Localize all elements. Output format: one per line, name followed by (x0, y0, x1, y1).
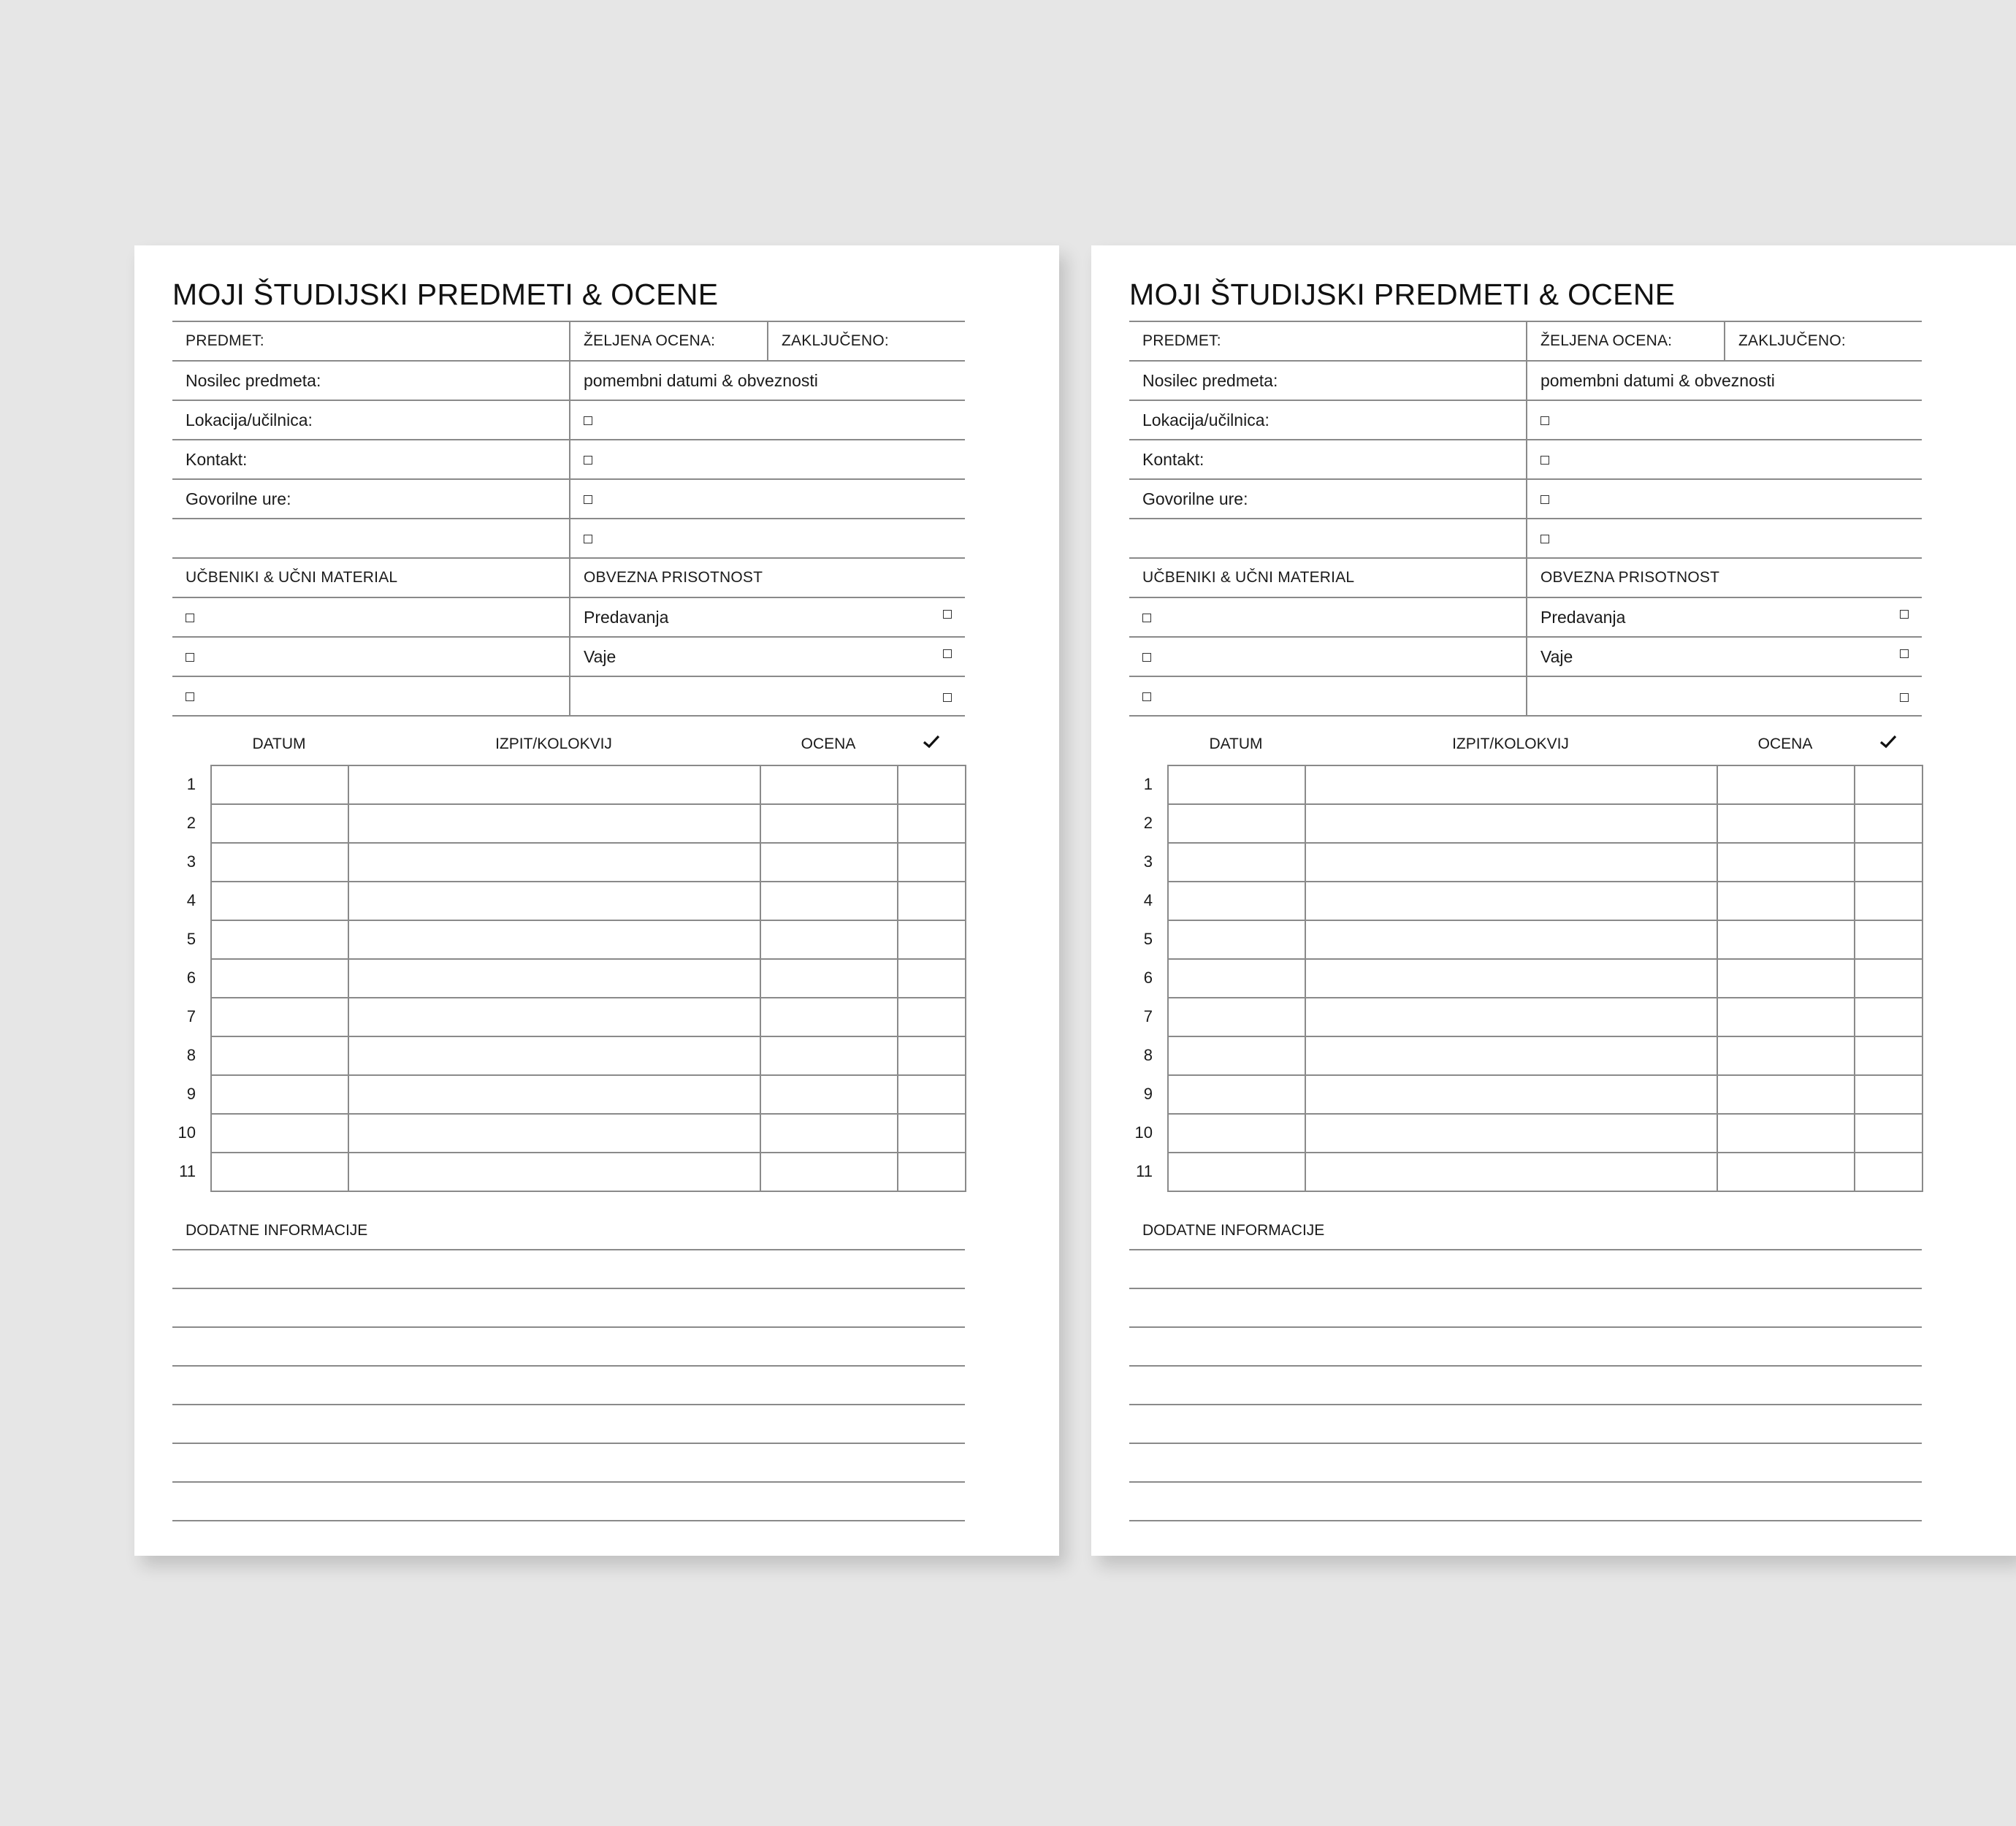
row-number: 5 (186, 930, 196, 948)
exam-cell[interactable] (1305, 843, 1717, 882)
grade-cell[interactable] (1717, 882, 1855, 920)
planner-sheet (134, 245, 1059, 1556)
date-cell[interactable] (211, 920, 348, 959)
date-cell[interactable] (211, 882, 348, 920)
exam-cell[interactable] (1305, 804, 1717, 843)
page-title: MOJI ŠTUDIJSKI PREDMETI & OCENE (1129, 278, 1676, 311)
exam-grid (1167, 765, 1923, 1192)
note-line[interactable] (172, 1481, 965, 1520)
subject-field[interactable]: PREDMET: (172, 321, 570, 361)
exam-cell[interactable] (348, 998, 760, 1036)
checkbox-icon[interactable] (1142, 653, 1151, 662)
check-cell[interactable] (898, 1036, 966, 1075)
textbook-item[interactable] (1129, 597, 1527, 637)
row-number: 7 (1143, 1007, 1153, 1025)
contact-field[interactable]: Kontakt: (172, 440, 570, 479)
exam-row (211, 998, 966, 1036)
date-item[interactable] (1527, 400, 1922, 440)
check-cell[interactable] (898, 804, 966, 843)
row-number: 2 (1143, 814, 1153, 832)
note-line[interactable] (1129, 1520, 1922, 1521)
exam-cell[interactable] (348, 1036, 760, 1075)
row-number: 8 (1143, 1046, 1153, 1064)
grade-cell[interactable] (1717, 1075, 1855, 1114)
date-cell[interactable] (211, 959, 348, 998)
check-icon (1854, 734, 1922, 753)
check-cell[interactable] (1855, 765, 1923, 804)
note-line[interactable] (172, 1443, 965, 1481)
exam-cell[interactable] (1305, 920, 1717, 959)
date-cell[interactable] (211, 1075, 348, 1114)
exam-row (1168, 920, 1923, 959)
textbook-item[interactable] (1129, 637, 1527, 676)
notes-lines[interactable] (172, 1249, 965, 1521)
date-cell[interactable] (211, 765, 348, 804)
exam-cell[interactable] (348, 1153, 760, 1191)
check-cell[interactable] (898, 998, 966, 1036)
checkbox-icon[interactable] (1900, 693, 1909, 702)
checkbox-icon[interactable] (1540, 456, 1549, 465)
check-cell[interactable] (1855, 843, 1923, 882)
exam-cell[interactable] (1305, 1114, 1717, 1153)
exam-column-header: IZPIT/KOLOKVIJ (495, 736, 612, 752)
contact-field[interactable]: Kontakt: (1129, 440, 1527, 479)
grade-cell[interactable] (760, 1153, 898, 1191)
date-cell[interactable] (1168, 1114, 1305, 1153)
desired-grade-field[interactable]: ŽELJENA OCENA: (1527, 321, 1725, 361)
exam-row (1168, 1075, 1923, 1114)
check-icon (897, 734, 965, 753)
checkbox-icon[interactable] (1540, 495, 1549, 504)
checkbox-icon[interactable] (1540, 535, 1549, 543)
note-line[interactable] (1129, 1326, 1922, 1365)
office-hours-field[interactable]: Govorilne ure: (1129, 479, 1527, 519)
note-line[interactable] (172, 1365, 965, 1404)
row-number: 3 (186, 852, 196, 871)
note-line[interactable] (1129, 1288, 1922, 1326)
exam-row (1168, 959, 1923, 998)
grade-cell[interactable] (760, 804, 898, 843)
checkbox-icon[interactable] (943, 610, 952, 619)
check-cell[interactable] (898, 1075, 966, 1114)
date-cell[interactable] (1168, 882, 1305, 920)
note-line[interactable] (172, 1249, 965, 1288)
check-cell[interactable] (1855, 998, 1923, 1036)
exam-cell[interactable] (1305, 882, 1717, 920)
date-cell[interactable] (1168, 1075, 1305, 1114)
row-number: 6 (186, 969, 196, 987)
grade-cell[interactable] (760, 998, 898, 1036)
date-column-header: DATUM (252, 736, 306, 752)
note-line[interactable] (172, 1520, 965, 1521)
check-cell[interactable] (1855, 804, 1923, 843)
row-numbers (172, 765, 202, 1191)
note-line[interactable] (1129, 1404, 1922, 1443)
exam-row (1168, 1114, 1923, 1153)
textbook-item[interactable] (172, 597, 570, 637)
notes-lines[interactable] (1129, 1249, 1922, 1521)
check-cell[interactable] (1855, 959, 1923, 998)
checkbox-icon[interactable] (186, 614, 194, 622)
exam-row (211, 1075, 966, 1114)
exam-row (211, 959, 966, 998)
check-cell[interactable] (1855, 920, 1923, 959)
exam-row (211, 843, 966, 882)
exam-column-header: IZPIT/KOLOKVIJ (1452, 736, 1569, 752)
location-field[interactable]: Lokacija/učilnica: (172, 400, 570, 440)
date-cell[interactable] (211, 804, 348, 843)
completed-field[interactable]: ZAKLJUČENO: (1725, 321, 1922, 361)
date-cell[interactable] (1168, 804, 1305, 843)
exam-row (1168, 843, 1923, 882)
attendance-heading: OBVEZNA PRISOTNOST (1527, 558, 1922, 597)
textbook-item[interactable] (1129, 676, 1527, 716)
checkbox-icon[interactable] (1900, 649, 1909, 658)
note-line[interactable] (1129, 1365, 1922, 1404)
row-number: 11 (179, 1162, 196, 1180)
exam-cell[interactable] (1305, 959, 1717, 998)
grade-column-header: OCENA (801, 736, 856, 752)
row-numbers (1129, 765, 1158, 1191)
textbooks-heading: UČBENIKI & UČNI MATERIAL (1129, 558, 1527, 597)
date-cell[interactable] (1168, 998, 1305, 1036)
exam-row (1168, 882, 1923, 920)
checkbox-icon[interactable] (1142, 692, 1151, 701)
lecturer-field[interactable]: Nosilec predmeta: (172, 361, 570, 400)
checkbox-icon[interactable] (584, 535, 592, 543)
row-number: 9 (1143, 1085, 1153, 1103)
exam-cell[interactable] (348, 920, 760, 959)
note-line[interactable] (172, 1288, 965, 1326)
date-cell[interactable] (211, 1114, 348, 1153)
date-cell[interactable] (1168, 1036, 1305, 1075)
exam-row (211, 920, 966, 959)
important-dates-heading: pomembni datumi & obveznosti (1527, 361, 1922, 400)
exam-row (211, 1153, 966, 1191)
date-cell[interactable] (211, 1153, 348, 1191)
row-number: 10 (177, 1123, 196, 1142)
exam-grid-header (172, 731, 965, 760)
check-cell[interactable] (898, 920, 966, 959)
check-cell[interactable] (1855, 1075, 1923, 1114)
grade-cell[interactable] (1717, 1036, 1855, 1075)
checkbox-icon[interactable] (943, 693, 952, 702)
check-cell[interactable] (1855, 882, 1923, 920)
row-number: 5 (1143, 930, 1153, 948)
attendance-other[interactable] (570, 676, 965, 716)
row-number: 4 (1143, 891, 1153, 909)
important-dates-heading: pomembni datumi & obveznosti (570, 361, 965, 400)
check-cell[interactable] (898, 765, 966, 804)
checkbox-icon[interactable] (943, 649, 952, 658)
checkbox-icon[interactable] (584, 495, 592, 504)
exam-row (211, 804, 966, 843)
row-number: 11 (1136, 1162, 1153, 1180)
textbook-item[interactable] (172, 676, 570, 716)
grade-cell[interactable] (1717, 765, 1855, 804)
textbook-item[interactable] (172, 637, 570, 676)
date-item[interactable] (1527, 519, 1922, 558)
date-cell[interactable] (1168, 765, 1305, 804)
exam-row (1168, 1153, 1923, 1191)
grade-cell[interactable] (1717, 998, 1855, 1036)
date-cell[interactable] (211, 1036, 348, 1075)
check-cell[interactable] (898, 843, 966, 882)
check-cell[interactable] (898, 959, 966, 998)
exam-cell[interactable] (348, 765, 760, 804)
attendance-lectures[interactable]: Predavanja (570, 597, 965, 637)
subject-field[interactable]: PREDMET: (1129, 321, 1527, 361)
note-line[interactable] (1129, 1249, 1922, 1288)
subject-info-table (172, 321, 965, 717)
grade-cell[interactable] (760, 1036, 898, 1075)
grade-cell[interactable] (760, 765, 898, 804)
office-hours-field[interactable]: Govorilne ure: (172, 479, 570, 519)
attendance-exercises[interactable]: Vaje (570, 637, 965, 676)
page-title: MOJI ŠTUDIJSKI PREDMETI & OCENE (172, 278, 719, 311)
exam-row (211, 1114, 966, 1153)
row-number: 9 (186, 1085, 196, 1103)
date-cell[interactable] (1168, 843, 1305, 882)
grade-cell[interactable] (1717, 843, 1855, 882)
exam-cell[interactable] (1305, 998, 1717, 1036)
checkbox-icon[interactable] (186, 692, 194, 701)
note-line[interactable] (172, 1326, 965, 1365)
check-cell[interactable] (1855, 1153, 1923, 1191)
date-column-header: DATUM (1209, 736, 1263, 752)
date-cell[interactable] (1168, 959, 1305, 998)
row-number: 10 (1134, 1123, 1153, 1142)
exam-row (211, 1036, 966, 1075)
exam-row (1168, 1036, 1923, 1075)
checkbox-icon[interactable] (584, 416, 592, 425)
check-cell[interactable] (898, 882, 966, 920)
grade-cell[interactable] (1717, 1114, 1855, 1153)
exam-row (211, 765, 966, 804)
grade-cell[interactable] (760, 1075, 898, 1114)
attendance-heading: OBVEZNA PRISOTNOST (570, 558, 965, 597)
row-number: 2 (186, 814, 196, 832)
grade-cell[interactable] (1717, 1153, 1855, 1191)
checkbox-icon[interactable] (1900, 610, 1909, 619)
checkbox-icon[interactable] (1142, 614, 1151, 622)
notes-title: DODATNE INFORMACIJE (1142, 1222, 1325, 1239)
grade-cell[interactable] (1717, 959, 1855, 998)
exam-row (1168, 998, 1923, 1036)
location-field[interactable]: Lokacija/učilnica: (1129, 400, 1527, 440)
blank-field[interactable] (1129, 519, 1527, 558)
row-number: 3 (1143, 852, 1153, 871)
date-item[interactable] (570, 519, 965, 558)
check-cell[interactable] (898, 1114, 966, 1153)
exam-row (1168, 765, 1923, 804)
grade-cell[interactable] (760, 959, 898, 998)
completed-field[interactable]: ZAKLJUČENO: (768, 321, 965, 361)
exam-grid (210, 765, 966, 1192)
planner-sheet-copy (1091, 245, 2016, 1556)
row-number: 7 (186, 1007, 196, 1025)
attendance-lectures[interactable]: Predavanja (1527, 597, 1922, 637)
date-cell[interactable] (211, 843, 348, 882)
exam-cell[interactable] (1305, 1036, 1717, 1075)
row-number: 8 (186, 1046, 196, 1064)
checkbox-icon[interactable] (186, 653, 194, 662)
exam-cell[interactable] (348, 804, 760, 843)
date-item[interactable] (1527, 479, 1922, 519)
blank-field[interactable] (172, 519, 570, 558)
row-number: 6 (1143, 969, 1153, 987)
grade-cell[interactable] (760, 843, 898, 882)
lecturer-field[interactable]: Nosilec predmeta: (1129, 361, 1527, 400)
row-number: 1 (1143, 775, 1153, 793)
attendance-other[interactable] (1527, 676, 1922, 716)
grade-cell[interactable] (760, 920, 898, 959)
grade-cell[interactable] (760, 882, 898, 920)
check-cell[interactable] (1855, 1114, 1923, 1153)
exam-cell[interactable] (348, 1114, 760, 1153)
note-line[interactable] (1129, 1443, 1922, 1481)
desired-grade-field[interactable]: ŽELJENA OCENA: (570, 321, 768, 361)
subject-info-table (1129, 321, 1922, 717)
check-cell[interactable] (898, 1153, 966, 1191)
exam-cell[interactable] (1305, 765, 1717, 804)
grade-cell[interactable] (1717, 920, 1855, 959)
date-item[interactable] (570, 479, 965, 519)
exam-cell[interactable] (348, 843, 760, 882)
exam-row (211, 882, 966, 920)
exam-row (1168, 804, 1923, 843)
date-item[interactable] (570, 400, 965, 440)
attendance-exercises[interactable]: Vaje (1527, 637, 1922, 676)
row-number: 1 (186, 775, 196, 793)
date-item[interactable] (570, 440, 965, 479)
exam-cell[interactable] (348, 959, 760, 998)
notes-title: DODATNE INFORMACIJE (186, 1222, 368, 1239)
date-cell[interactable] (1168, 920, 1305, 959)
row-number: 4 (186, 891, 196, 909)
note-line[interactable] (172, 1404, 965, 1443)
exam-cell[interactable] (348, 882, 760, 920)
grade-cell[interactable] (1717, 804, 1855, 843)
note-line[interactable] (1129, 1481, 1922, 1520)
grade-cell[interactable] (760, 1114, 898, 1153)
exam-grid-header (1129, 731, 1922, 760)
check-cell[interactable] (1855, 1036, 1923, 1075)
exam-cell[interactable] (1305, 1075, 1717, 1114)
date-item[interactable] (1527, 440, 1922, 479)
date-cell[interactable] (211, 998, 348, 1036)
grade-column-header: OCENA (1757, 736, 1813, 752)
date-cell[interactable] (1168, 1153, 1305, 1191)
textbooks-heading: UČBENIKI & UČNI MATERIAL (172, 558, 570, 597)
exam-cell[interactable] (1305, 1153, 1717, 1191)
exam-cell[interactable] (348, 1075, 760, 1114)
checkbox-icon[interactable] (584, 456, 592, 465)
checkbox-icon[interactable] (1540, 416, 1549, 425)
